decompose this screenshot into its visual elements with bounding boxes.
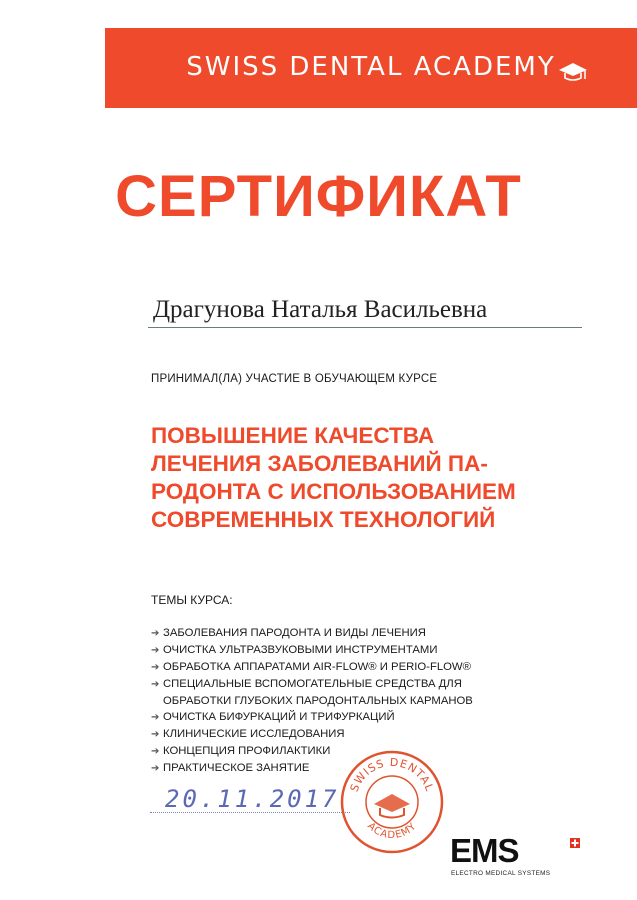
brand-name: SWISS DENTAL ACADEMY (186, 52, 556, 82)
recipient-underline (148, 327, 582, 328)
ems-subtitle: ELECTRO MEDICAL SYSTEMS (451, 870, 551, 877)
recipient-name: Драгунова Наталья Васильевна (153, 296, 488, 323)
list-item (151, 709, 473, 726)
course-title (151, 422, 516, 534)
arrow-icon: ➔ (151, 662, 160, 673)
list-item (151, 642, 473, 659)
stamp-text-bottom: ACADEMY (365, 820, 419, 842)
topic-text: ОЧИСТКА БИФУРКАЦИЙ И ТРИФУРКАЦИЙ (163, 711, 395, 723)
list-item (151, 676, 473, 693)
course-title-line: СОВРЕМЕННЫХ ТЕХНОЛОГИЙ (151, 507, 496, 532)
topic-text: ПРАКТИЧЕСКОЕ ЗАНЯТИЕ (163, 762, 310, 774)
arrow-icon: ➔ (151, 628, 160, 639)
arrow-icon: ➔ (151, 712, 160, 723)
list-item (151, 693, 473, 709)
list-item (151, 726, 473, 743)
list-item (151, 625, 473, 642)
handwritten-date: 20.11.2017 (165, 785, 340, 813)
course-title-line: РОДОНТА С ИСПОЛЬЗОВАНИЕМ (151, 479, 516, 504)
topic-text: КЛИНИЧЕСКИЕ ИССЛЕДОВАНИЯ (163, 728, 345, 740)
arrow-icon: ➔ (151, 645, 160, 656)
topics-heading: ТЕМЫ КУРСА: (151, 593, 233, 607)
stamp-text-top: SWISS DENTAL (347, 755, 437, 794)
list-item (151, 659, 473, 676)
participation-text: ПРИНИМАЛ(ЛА) УЧАСТИЕ В ОБУЧАЮЩЕМ КУРСЕ (151, 373, 438, 385)
topic-text: ОБРАБОТКА АППАРАТАМИ AIR-FLOW® И PERIO-FLOW® (163, 661, 471, 673)
arrow-icon: ➔ (151, 729, 160, 740)
arrow-icon: ➔ (151, 679, 160, 690)
topic-text: ЗАБОЛЕВАНИЯ ПАРОДОНТА И ВИДЫ ЛЕЧЕНИЯ (163, 627, 426, 639)
arrow-icon: ➔ (151, 763, 160, 774)
ems-logo (450, 834, 580, 878)
ems-logo-text: EMS (450, 834, 519, 869)
academy-stamp (338, 748, 446, 856)
topic-text: ОЧИСТКА УЛЬТРАЗВУКОВЫМИ ИНСТРУМЕНТАМИ (163, 644, 438, 656)
topic-text: СПЕЦИАЛЬНЫЕ ВСПОМОГАТЕЛЬНЫЕ СРЕДСТВА ДЛЯ (163, 678, 462, 690)
course-title-line: ЛЕЧЕНИЯ ЗАБОЛЕВАНИЙ ПА- (151, 451, 488, 476)
course-title-line: ПОВЫШЕНИЕ КАЧЕСТВА (151, 423, 435, 448)
arrow-icon: ➔ (151, 746, 160, 757)
header-banner (105, 28, 637, 108)
topic-text: КОНЦЕПЦИЯ ПРОФИЛАКТИКИ (163, 745, 331, 757)
topic-text: ОБРАБОТКИ ГЛУБОКИХ ПАРОДОНТАЛЬНЫХ КАРМАНОВ (163, 695, 473, 707)
graduation-cap-icon (555, 56, 591, 84)
certificate-title: СЕРТИФИКАТ (115, 164, 522, 229)
